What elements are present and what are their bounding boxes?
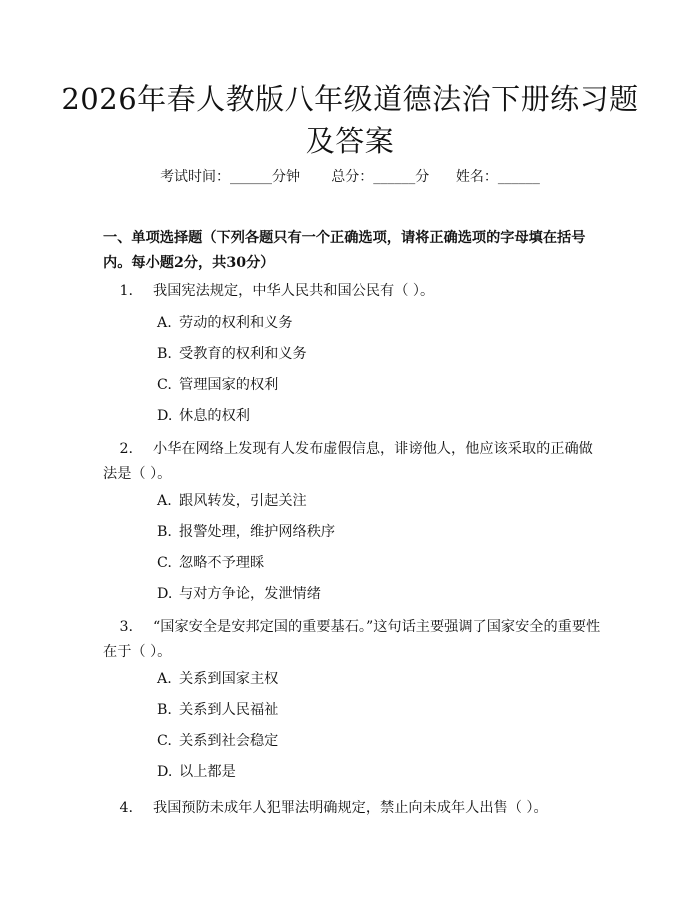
question-text: 我国预防未成年人犯罪法明确规定，禁止向未成年人出售（ ）。 <box>153 800 548 816</box>
question-number: 3. <box>119 619 133 635</box>
question-text: “国家安全是安邦定国的重要基石。”这句话主要强调了国家安全的重要性在于（ ）。 <box>103 619 601 660</box>
question-number: 4. <box>119 800 133 816</box>
section-heading: 一、单项选择题（下列各题只有一个正确选项，请将正确选项的字母填在括号内。每小题2分，共30分） <box>103 230 586 271</box>
question-2 <box>103 437 603 487</box>
page-title: 2026年春人教版八年级道德法治下册练习题及答案 <box>61 82 639 158</box>
question-1 <box>103 279 603 304</box>
q2-option-b: B. 报警处理，维护网络秩序 <box>157 524 336 540</box>
q2-option-d: D. 与对方争论，发泄情绪 <box>157 586 321 602</box>
q1-option-d: D. 休息的权利 <box>157 408 250 424</box>
q3-option-a: A. 关系到国家主权 <box>157 671 279 687</box>
exam-info-line <box>0 167 700 187</box>
student-name-field: 姓名：______ <box>455 169 540 185</box>
q3-option-d: D. 以上都是 <box>157 764 236 780</box>
q3-option-c: C. 关系到社会稳定 <box>157 733 279 749</box>
question-text: 小华在网络上发现有人发布虚假信息，诽谤他人，他应该采取的正确做法是（ ）。 <box>103 441 593 482</box>
question-text: 我国宪法规定，中华人民共和国公民有（ ）。 <box>153 283 435 299</box>
q2-option-c: C. 忽略不予理睬 <box>157 555 265 571</box>
question-3 <box>103 615 603 665</box>
question-number: 1. <box>119 283 133 299</box>
q3-option-b: B. 关系到人民福祉 <box>157 702 279 718</box>
q2-option-a: A. 跟风转发，引起关注 <box>157 493 307 509</box>
question-number: 2. <box>119 441 133 457</box>
q1-option-c: C. 管理国家的权利 <box>157 377 279 393</box>
q1-option-a: A. 劳动的权利和义务 <box>157 315 293 331</box>
exam-time-field: 考试时间：______分钟 <box>160 169 301 185</box>
total-score-field: 总分：______分 <box>331 169 430 185</box>
question-4 <box>103 796 603 821</box>
q1-option-b: B. 受教育的权利和义务 <box>157 346 307 362</box>
